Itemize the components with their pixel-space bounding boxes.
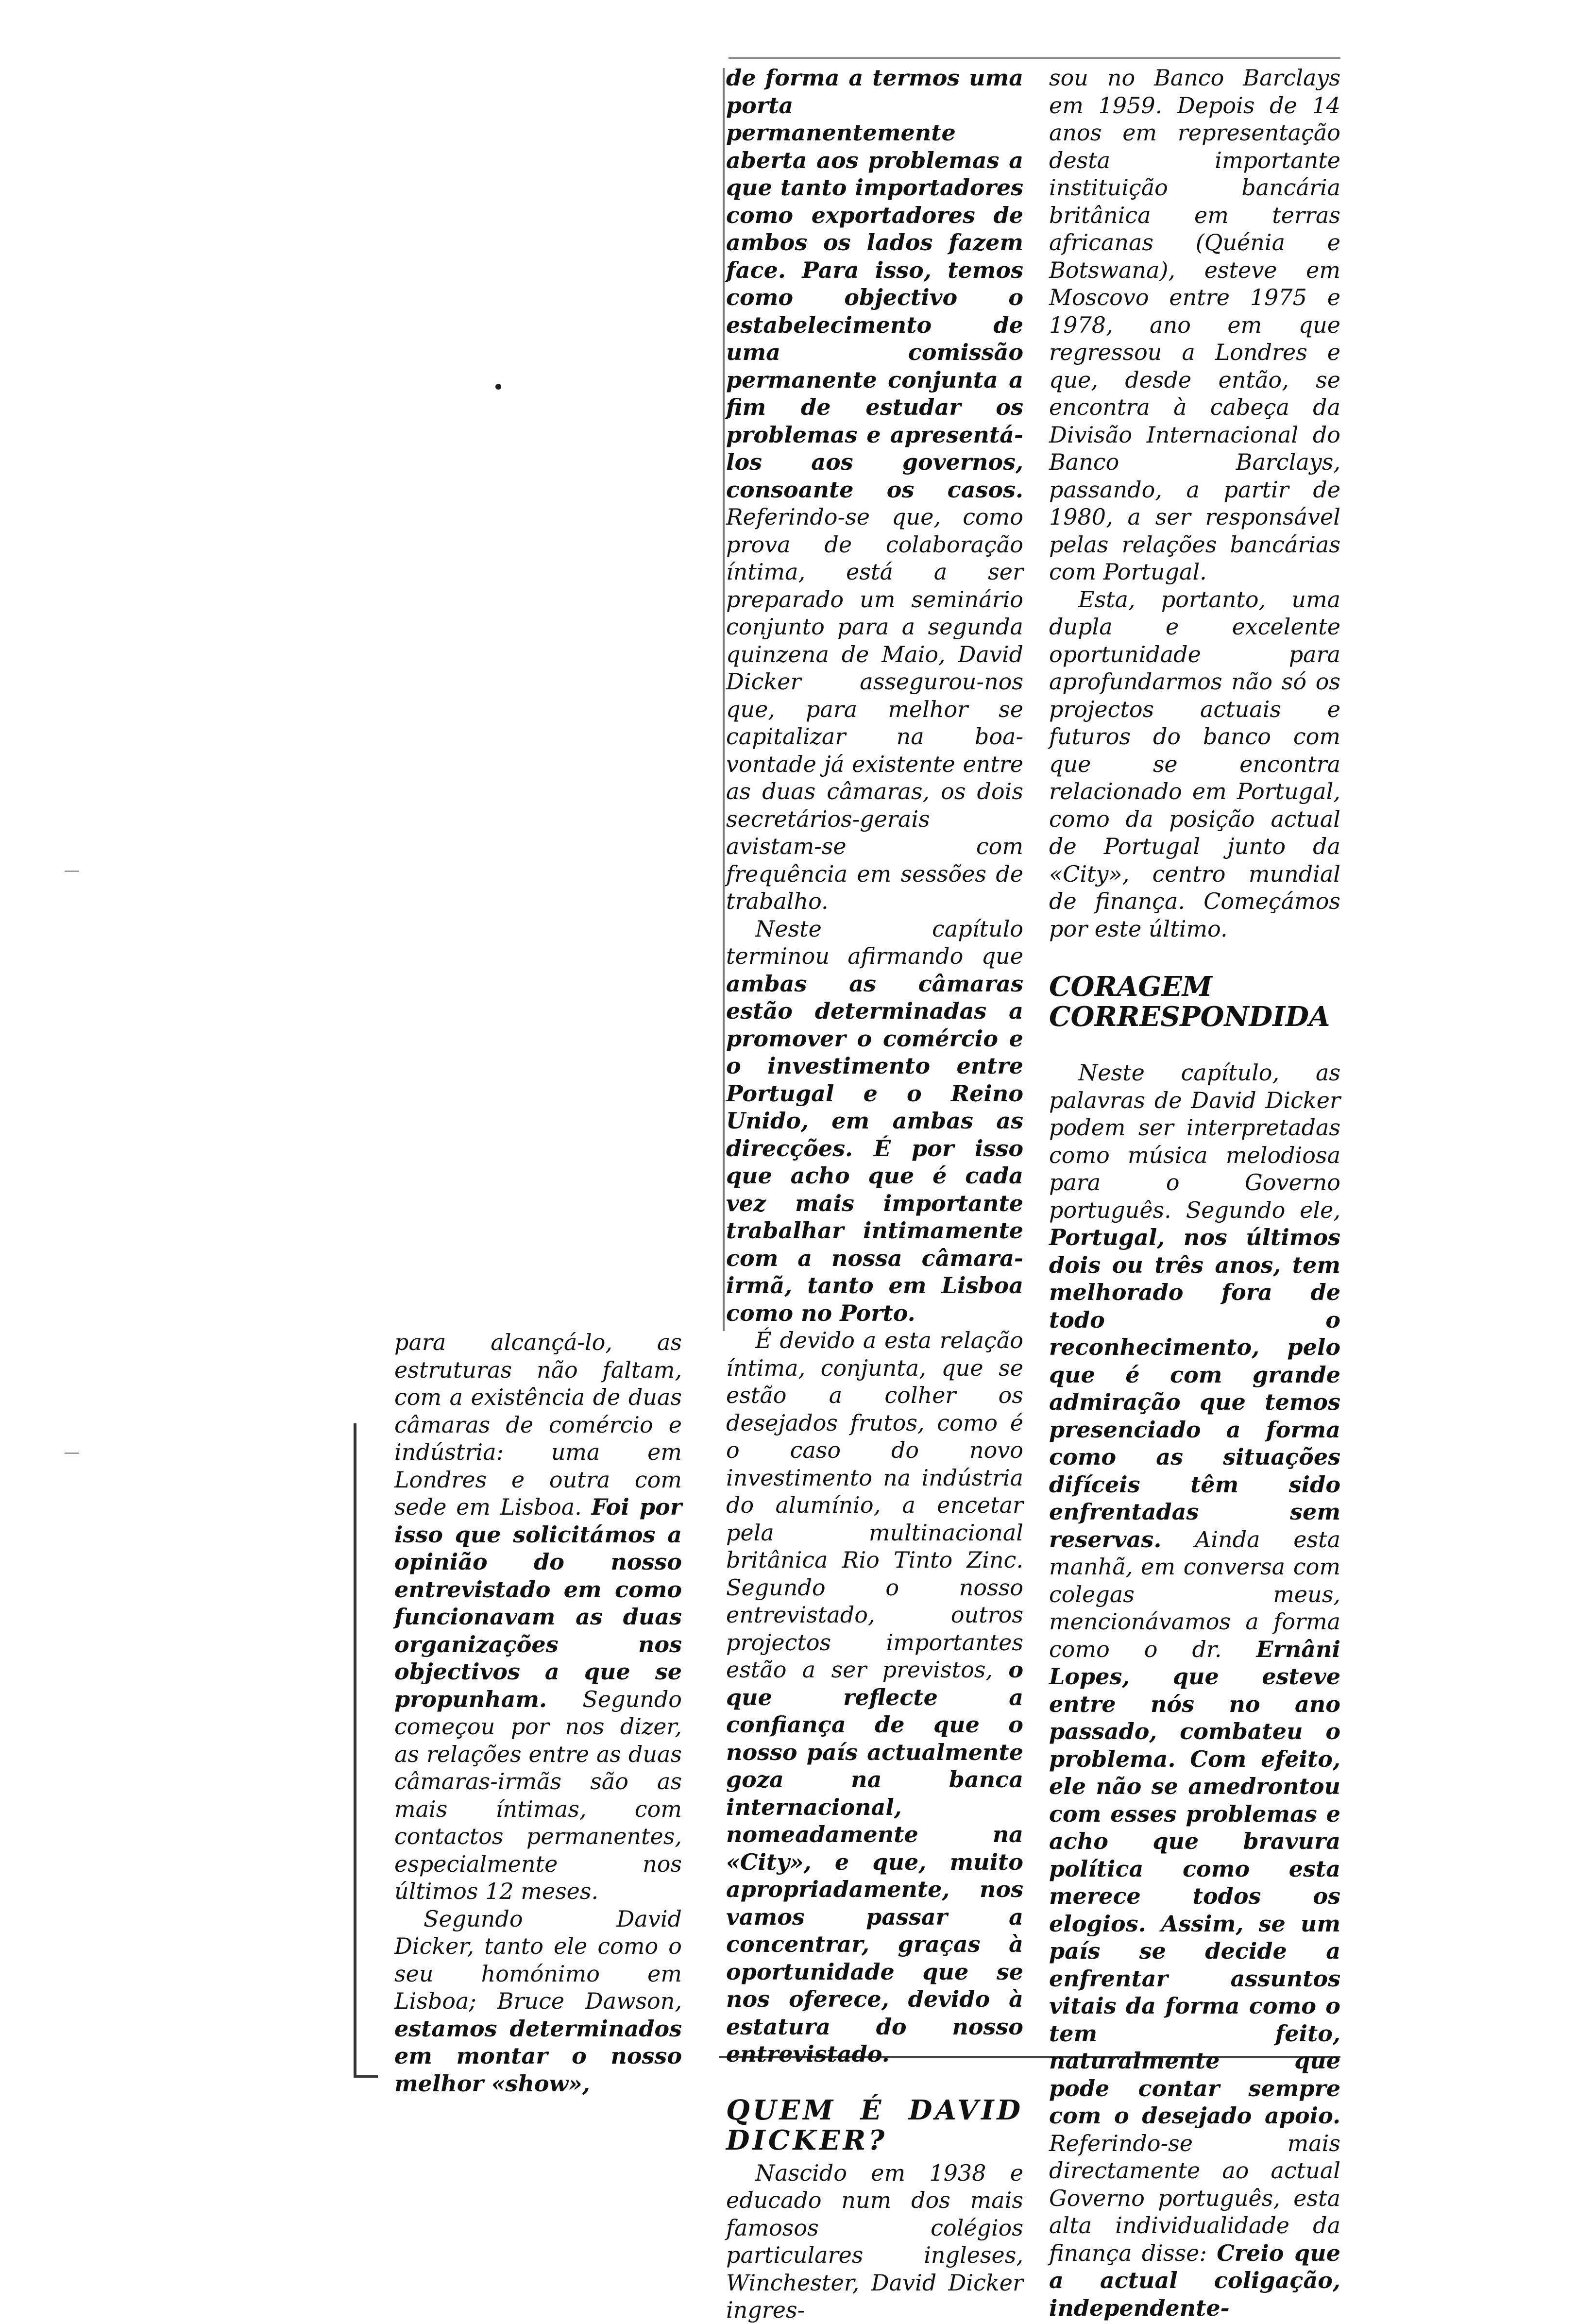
section-heading: QUEM É DAVID DICKER? (726, 2094, 1023, 2156)
article-column-3 (1049, 64, 1340, 2322)
paragraph: É devido a esta relação íntima, conjunta, que se estão a colher os desejados frutos, como é o caso do novo investimento na indústria do alumínio, a encetar pela multinacional britânica Rio Tinto Zinc. Segundo o nosso entrevistado, outros projectos importantes estão a ser previstos, o que reflecte a confiança de que o nosso país actualmente goza na banca internacional, nomeadamente na «City», e que, muito apropriadamente, nos vamos passar a concentrar, graças à oportunidade que se nos oferece, devido à estatura do nosso entrevistado. (726, 1327, 1024, 2067)
clipping-bottom-border (354, 2075, 378, 2078)
scan-mark (65, 1452, 79, 1454)
top-cut-edge (729, 57, 1340, 59)
article-column-1 (394, 1329, 682, 2097)
paragraph: Neste capítulo, as palavras de David Dicker podem ser interpretadas como música melodiosa para o Governo português. Segundo ele, Portugal, nos últimos dois ou três anos, tem melhorado fora de todo o reconhecimento, pelo que é com grande admiração que temos presenciado a forma como as situações difíceis têm sido enfrentadas sem reservas. Ainda esta manhã, em conversa com colegas meus, mencionávamos a forma como o dr. Ernâni Lopes, que esteve entre nós no ano passado, combateu o problema. Com efeito, ele não se amedrontou com esses problemas e acho que bravura política como esta merece todos os elogios. Assim, se um país se decide a enfrentar assuntos vitais da forma como o tem feito, naturalmente que pode contar sempre com o desejado apoio. Referindo-se mais directamente ao actual Governo português, esta alta individualidade da finança disse: Creio que a actual coligação, independente- (1049, 1059, 1341, 2321)
paragraph: Esta, portanto, uma dupla e excelente oportunidade para aprofundarmos não só os projectos actuais e futuros do banco com que se encontra relacionado em Portugal, como da posição actual de Portugal junto da «City», centro mundial de finança. Começámos por este último. (1049, 586, 1340, 942)
paragraph: Neste capítulo terminou afirmando que ambas as câmaras estão determinadas a promover o comércio e o investimento entre Portugal e o Reino Unido, em ambas as direcções. É por isso que acho que é cada vez mais importante trabalhar intimamente com a nossa câmara-irmã, tanto em Lisboa como no Porto. (726, 915, 1023, 1326)
clipping-left-border (354, 1423, 356, 2077)
column-divider-rule (723, 68, 725, 1331)
scan-mark (65, 871, 79, 872)
scan-speck (495, 384, 501, 390)
article-column-2 (726, 64, 1023, 2324)
paragraph: Segundo David Dicker, tanto ele como o seu homónimo em Lisboa; Bruce Dawson, estamos determinados em montar o nosso melhor «show», (394, 1905, 682, 2097)
paragraph: para alcançá-lo, as estruturas não faltam, com a existência de duas câmaras de comércio e indústria: uma em Londres e outra com sede em Lisboa. Foi por isso que solicitámos a opinião do nosso entrevistado em como funcionavam as duas organizações nos objectivos a que se propunham. Segundo começou por nos dizer, as relações entre as duas câmaras-irmãs são as mais íntimas, com contactos permanentes, especialmente nos últimos 12 meses. (394, 1329, 682, 1904)
section-heading: CORAGEM CORRESPONDIDA (1049, 971, 1330, 1033)
paragraph: Nascido em 1938 e educado num dos mais famosos colégios particulares ingleses, Winchester, David Dicker ingres- (726, 2159, 1023, 2323)
paragraph: de forma a termos uma porta permanentemente aberta aos problemas a que tanto importadores como exportadores de ambos os lados fazem face. Para isso, temos como objectivo o estabelecimento de uma comissão permanente conjunta a fim de estudar os problemas e apresentá-los aos governos, consoante os casos. Referindo-se que, como prova de colaboração íntima, está a ser preparado um seminário conjunto para a segunda quinzena de Maio, David Dicker assegurou-nos que, para melhor se capitalizar na boa-vontade já existente entre as duas câmaras, os dois secretários-gerais avistam-se com frequência em sessões de trabalho. (726, 65, 1023, 914)
paragraph: sou no Banco Barclays em 1959. Depois de 14 anos em representação desta importante instituição bancária britânica em terras africanas (Quénia e Botswana), esteve em Moscovo entre 1975 e 1978, ano em que regressou a Londres e que, desde então, se encontra à cabeça da Divisão Internacional do Banco Barclays, passando, a partir de 1980, a ser responsável pelas relações bancárias com Portugal. (1049, 65, 1340, 585)
